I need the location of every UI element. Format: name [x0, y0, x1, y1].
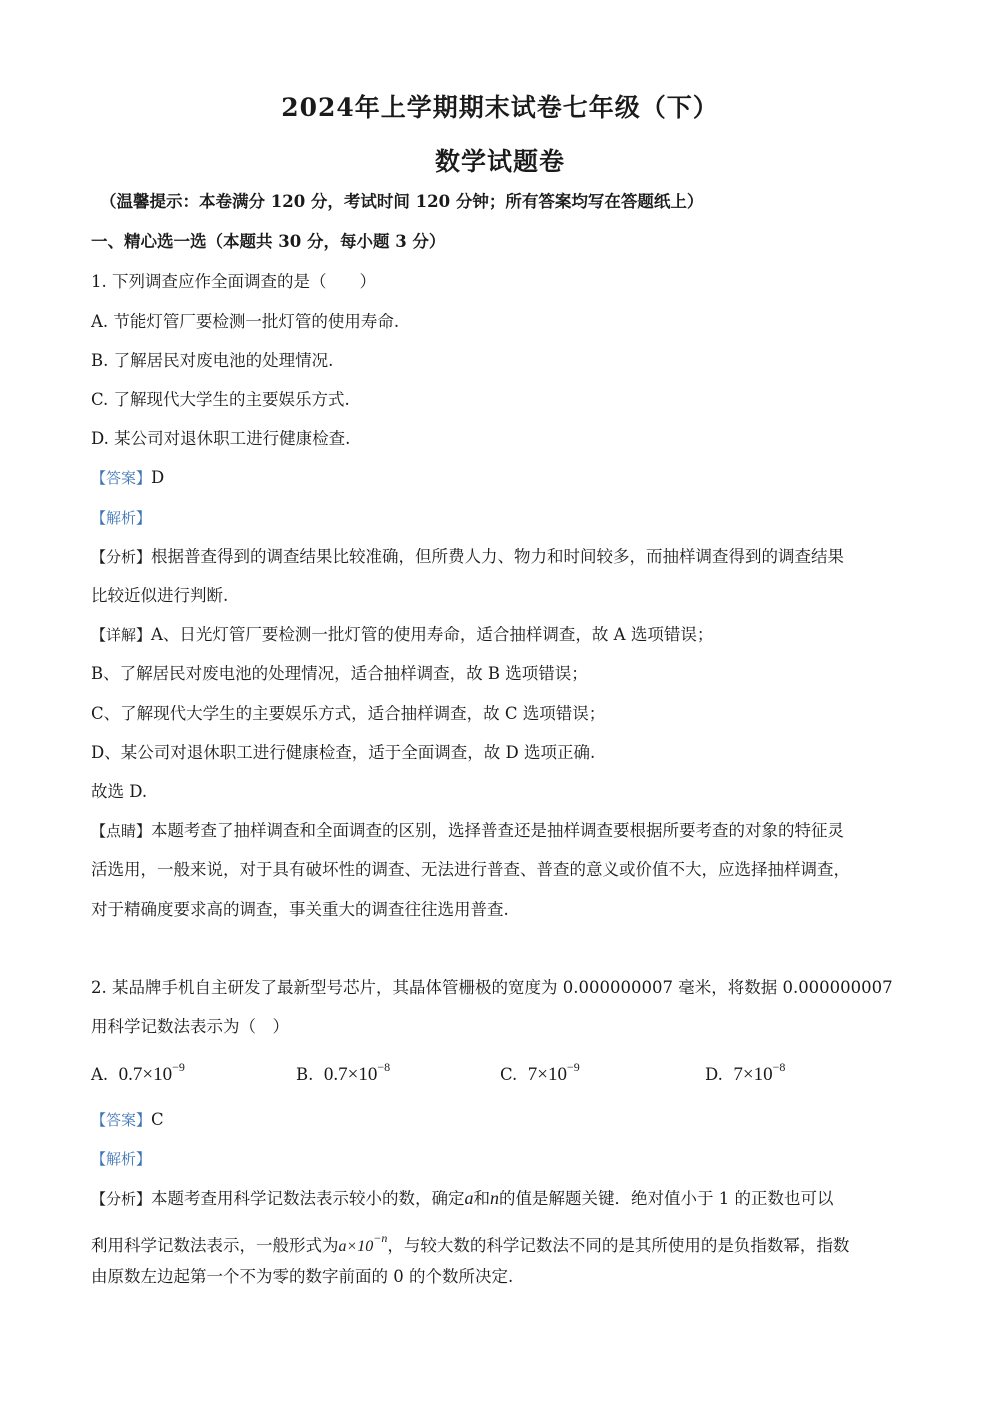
- page-subtitle: 数学试题卷: [434, 147, 565, 176]
- question-1-analysis: [91, 506, 921, 530]
- question-2-stem: 2. 某品牌手机自主研发了最新型号芯片，其晶体管栅极的宽度为 0.000000007 毫米，将数据 0.000000007: [91, 978, 893, 997]
- question-2-stem-cont: 用科学记数法表示为（ ）: [91, 1017, 289, 1036]
- question-2-option-b: [296, 1060, 390, 1086]
- answer-value: D: [151, 468, 165, 487]
- question-2-option-c: [500, 1060, 580, 1086]
- fenxi-label: 【分析】: [91, 1190, 152, 1208]
- question-1-option-c: C. 了解现代大学生的主要娱乐方式.: [91, 390, 350, 409]
- xiangjie-text: A、日光灯管厂要检测一批灯管的使用寿命，适合抽样调查，故 A 选项错误；: [151, 625, 714, 644]
- question-1-option-b: B. 了解居民对废电池的处理情况.: [91, 351, 334, 370]
- question-1-fenxi-cont: 比较近似进行判断.: [91, 586, 229, 605]
- question-1-xiangjie-c: C、了解现代大学生的主要娱乐方式，适合抽样调查，故 C 选项错误；: [91, 704, 606, 723]
- question-1-xiangjie-d: D、某公司对退休职工进行健康检查，适于全面调查，故 D 选项正确.: [91, 743, 596, 762]
- question-1-conclusion: 故选 D.: [91, 782, 148, 801]
- question-1-xiangjie-b: B、了解居民对废电池的处理情况，适合抽样调查，故 B 选项错误；: [91, 664, 588, 683]
- question-1-option-a: A. 节能灯管厂要检测一批灯管的使用寿命.: [91, 312, 400, 331]
- exam-notice: （温馨提示：本卷满分 120 分，考试时间 120 分钟；所有答案均写在答题纸上）: [100, 192, 704, 211]
- question-1-dianjing-cont: 活选用，一般来说，对于具有破坏性的调查、无法进行普查、普查的意义或价值不大，应选择抽样调查，: [91, 860, 850, 879]
- dianjing-label: 【点睛】: [91, 822, 152, 840]
- question-2-option-a: [91, 1060, 185, 1086]
- fenxi-label: 【分析】: [91, 548, 152, 566]
- sci-notation-formula: $a\times 10^{-n}$: [338, 1231, 388, 1255]
- question-2-fenxi: 【分析】本题考查用科学记数法表示较小的数，确定a和n的值是解题关键．绝对值小于 1 的正数也可以: [91, 1188, 834, 1208]
- option-letter: B.: [296, 1065, 314, 1084]
- answer-label: 【答案】: [91, 469, 152, 487]
- fenxi-text: 根据普查得到的调查结果比较准确，但所费人力、物力和时间较多，而抽样调查得到的调查结果: [151, 547, 845, 566]
- question-1-option-d: D. 某公司对退休职工进行健康检查.: [91, 429, 351, 448]
- analysis-label: 【解析】: [91, 509, 152, 527]
- question-1-answer: [91, 466, 921, 490]
- option-value: $0.7\times 10^{-9}$: [118, 1060, 185, 1085]
- variable-a: a: [464, 1188, 474, 1208]
- variable-n: n: [490, 1188, 500, 1208]
- question-2-fenxi-cont2: 由原数左边起第一个不为零的数字前面的 0 的个数所决定.: [91, 1267, 514, 1286]
- question-1-stem: 1. 下列调查应作全面调查的是（ ）: [91, 272, 376, 291]
- option-letter: A.: [91, 1065, 109, 1084]
- option-value: $7\times 10^{-9}$: [527, 1060, 580, 1085]
- option-value: $7\times 10^{-8}$: [733, 1060, 786, 1085]
- xiangjie-label: 【详解】: [91, 626, 152, 644]
- analysis-label: 【解析】: [91, 1150, 152, 1168]
- question-2-analysis: [91, 1147, 921, 1171]
- page-title: 2024年上学期期末试卷七年级（下）: [281, 93, 719, 122]
- answer-label: 【答案】: [91, 1111, 152, 1129]
- question-1-xiangjie: [91, 623, 921, 647]
- question-2-fenxi-cont: 利用科学记数法表示，一般形式为$a\times 10^{-n}$，与较大数的科学记数法不同的是其所使用的是负指数幂，指数: [91, 1231, 850, 1255]
- dianjing-text: 本题考查了抽样调查和全面调查的区别，选择普查还是抽样调查要根据所要考查的对象的特征灵: [151, 821, 845, 840]
- answer-value: C: [151, 1110, 164, 1129]
- section-heading: 一、精心选一选（本题共 30 分，每小题 3 分）: [91, 232, 446, 251]
- question-1-dianjing: [91, 819, 921, 843]
- question-1-dianjing-cont2: 对于精确度要求高的调查，事关重大的调查往往选用普查.: [91, 900, 509, 919]
- option-value: $0.7\times 10^{-8}$: [323, 1060, 391, 1085]
- question-2-option-d: [705, 1060, 785, 1086]
- option-letter: C.: [500, 1065, 518, 1084]
- question-2-answer: [91, 1108, 921, 1132]
- question-1-fenxi: [91, 545, 921, 569]
- option-letter: D.: [705, 1065, 723, 1084]
